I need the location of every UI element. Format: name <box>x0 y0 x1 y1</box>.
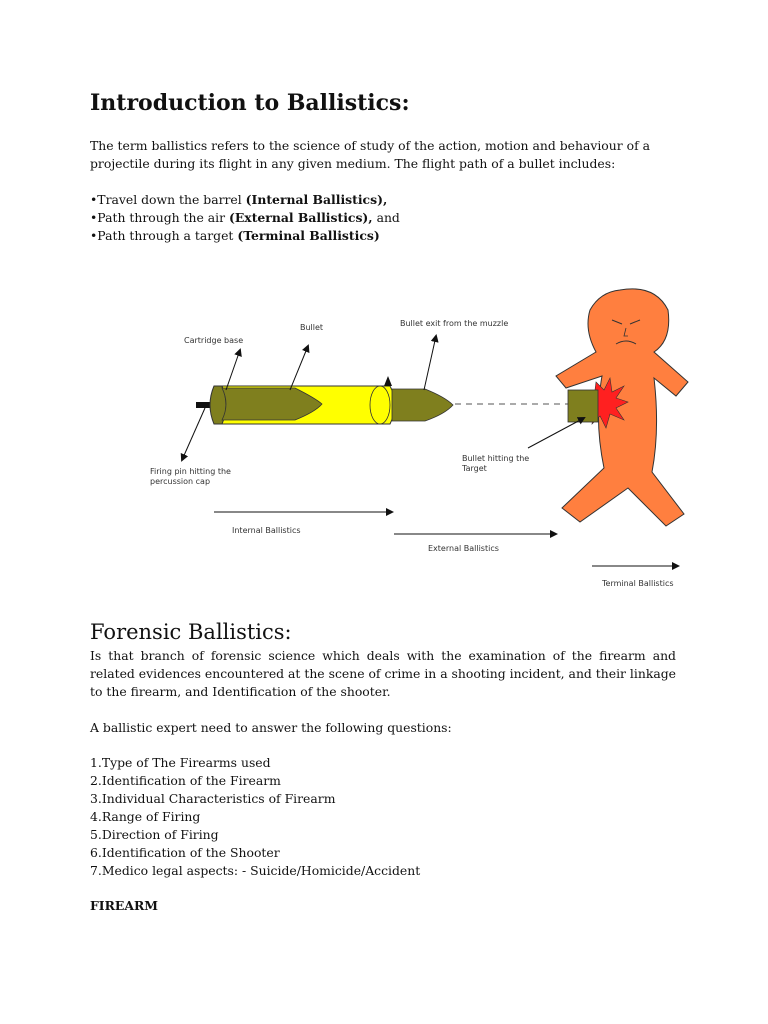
question-item: 1.Type of The Firearms used <box>90 755 271 770</box>
question-item: 3.Individual Characteristics of Firearm <box>90 791 336 806</box>
arrow-bullet-hitting <box>528 418 584 448</box>
question-item: 7.Medico legal aspects: - Suicide/Homicide/Accident <box>90 863 421 878</box>
question-item: 2.Identification of the Firearm <box>90 773 281 788</box>
ballistics-diagram <box>0 270 768 600</box>
page-title: Introduction to Ballistics: <box>90 90 410 116</box>
forensic-definition: Is that branch of forensic science which deals with the examination of the firearm and related evidences encountered at the scene of crime in a shooting incident, and their linkage to the firearm, and Identification of the shooter. <box>90 648 676 699</box>
question-item: 6.Identification of the Shooter <box>90 845 280 860</box>
arrow-bullet-exit <box>424 336 436 390</box>
section-heading-firearm: FIREARM <box>90 898 158 913</box>
muzzle-tip <box>384 376 392 386</box>
arrow-cartridge-base <box>226 350 240 390</box>
label-bullet-hitting-line2: Target <box>462 464 487 473</box>
question-item: 4.Range of Firing <box>90 809 201 824</box>
path-item-terminal: •Path through a target (Terminal Ballistics) <box>90 228 380 243</box>
arrow-bullet <box>290 346 308 390</box>
arrow-firing-pin <box>182 408 205 460</box>
section-heading-forensic: Forensic Ballistics: <box>90 620 292 644</box>
label-bullet: Bullet <box>300 323 324 332</box>
label-cartridge-base: Cartridge base <box>184 336 244 345</box>
intro-paragraph: The term ballistics refers to the science of study of the action, motion and behaviour of a projectile during its flight in any given medium. The flight path of a bullet includes: <box>90 138 650 171</box>
label-firing-pin-line1: Firing pin hitting the <box>150 467 231 476</box>
path-item-internal: •Travel down the barrel (Internal Ballistics), <box>90 192 388 207</box>
label-external-ballistics: External Ballistics <box>428 544 499 553</box>
bullet-at-target <box>568 390 598 422</box>
label-bullet-exit: Bullet exit from the muzzle <box>400 319 509 328</box>
label-terminal-ballistics: Terminal Ballistics <box>602 579 674 588</box>
label-internal-ballistics: Internal Ballistics <box>232 526 301 535</box>
questions-intro: A ballistic expert need to answer the following questions: <box>90 720 452 735</box>
question-item: 5.Direction of Firing <box>90 827 219 842</box>
path-item-external: •Path through the air (External Ballistics), and <box>90 210 400 225</box>
exiting-bullet <box>392 389 453 421</box>
label-bullet-hitting-line1: Bullet hitting the <box>462 454 530 463</box>
label-firing-pin-line2: percussion cap <box>150 477 211 486</box>
